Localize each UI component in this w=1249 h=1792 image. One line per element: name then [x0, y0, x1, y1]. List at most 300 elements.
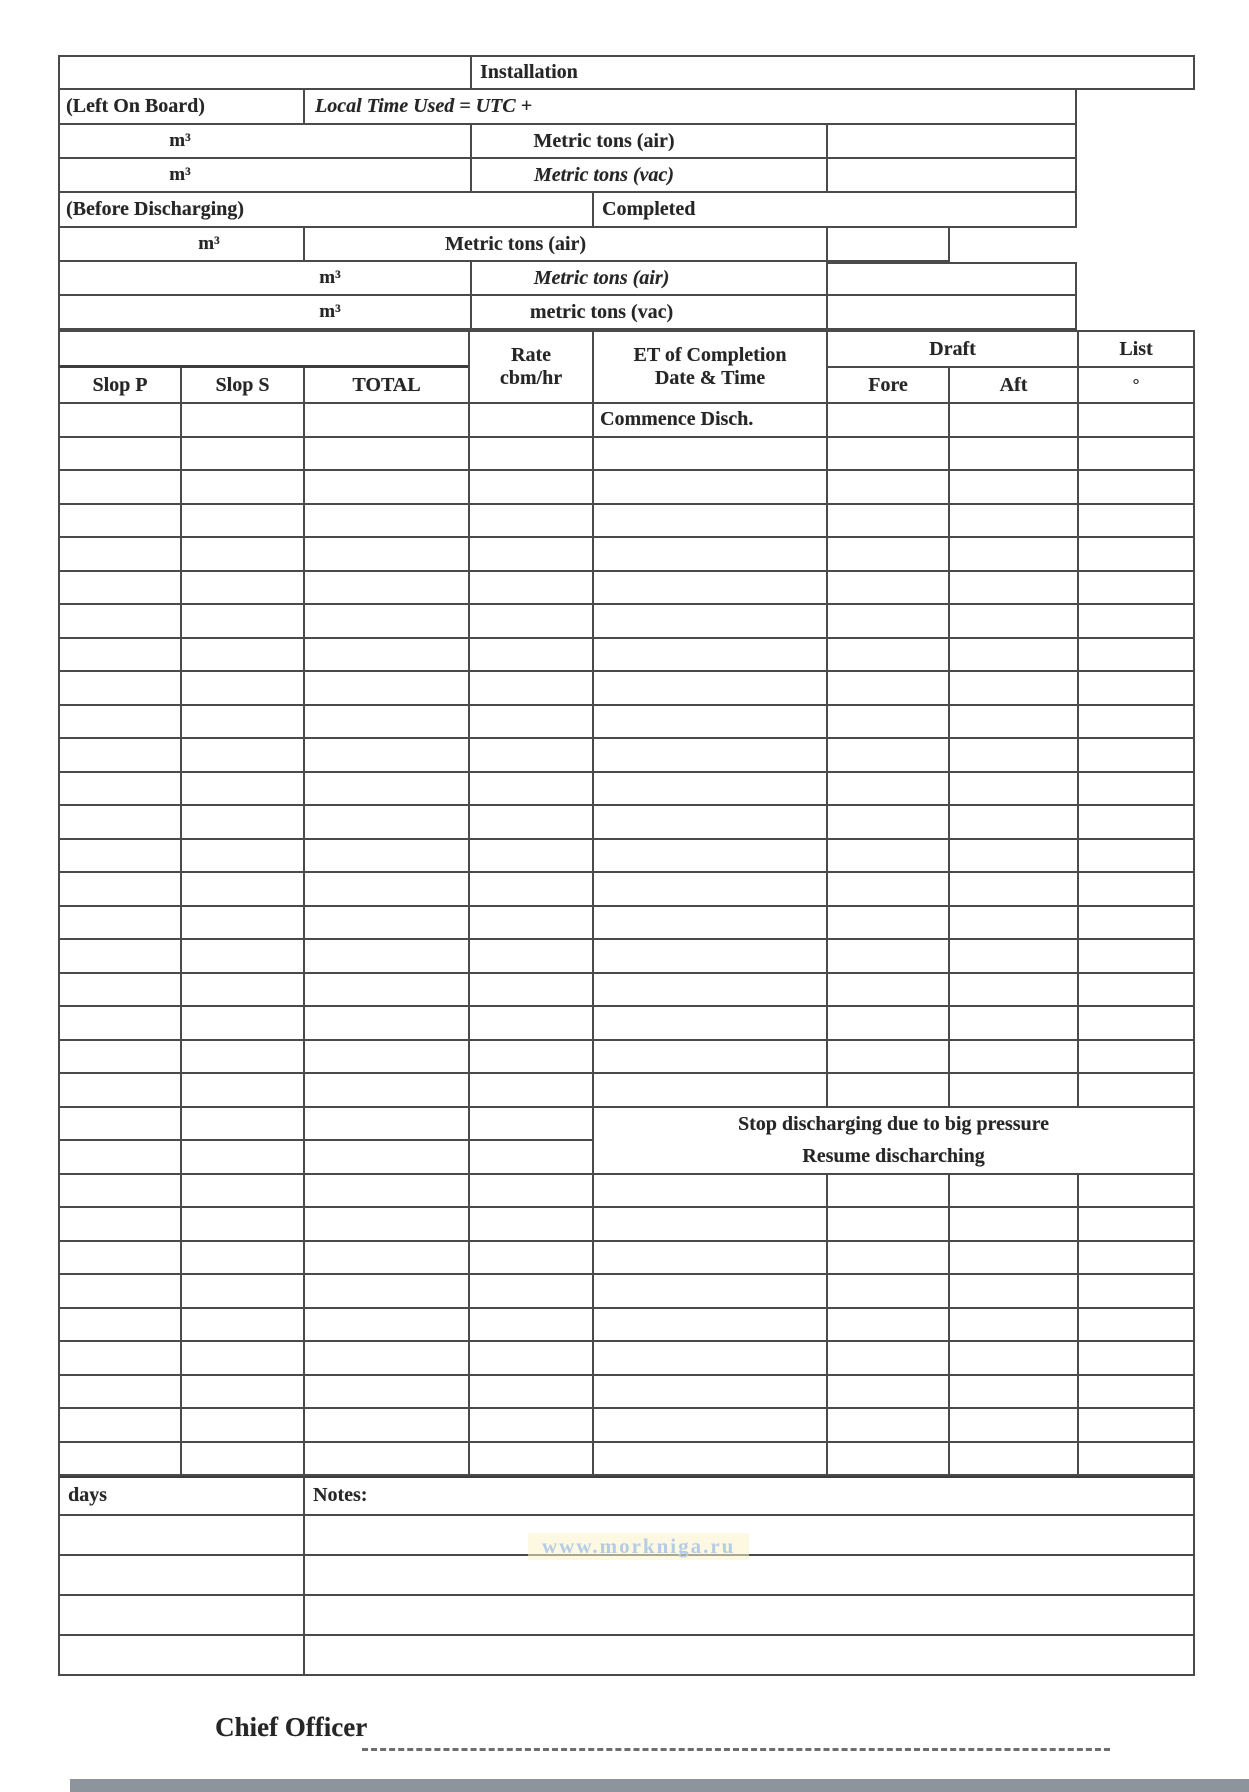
empty-cell	[826, 1409, 948, 1443]
empty-cell	[58, 840, 180, 874]
value-cell	[826, 159, 1077, 193]
empty-cell	[180, 706, 303, 740]
empty-cell	[948, 773, 1077, 807]
empty-cell	[180, 505, 303, 539]
header-spacer-cell	[58, 330, 468, 368]
stop-discharging-label: Stop discharging due to big pressure	[738, 1113, 1049, 1135]
empty-cell	[58, 1242, 180, 1276]
empty-cell	[468, 840, 592, 874]
empty-cell	[826, 1376, 948, 1410]
empty-cell	[58, 1141, 180, 1175]
blank-rows-block	[58, 1175, 1195, 1477]
empty-cell	[303, 572, 468, 606]
top-section	[58, 55, 1195, 330]
empty-cell	[58, 1275, 180, 1309]
empty-cell	[180, 605, 303, 639]
empty-cell	[592, 773, 826, 807]
empty-cell	[180, 1108, 303, 1142]
empty-cell	[58, 1309, 180, 1343]
empty-cell	[826, 974, 948, 1008]
empty-cell	[58, 471, 180, 505]
empty-cell	[826, 1041, 948, 1075]
table-row	[58, 1409, 1195, 1443]
table-row	[58, 1074, 1195, 1108]
empty-cell	[1077, 907, 1195, 941]
empty-cell	[592, 940, 826, 974]
table-header	[58, 330, 1195, 404]
empty-cell	[826, 1443, 948, 1477]
row-bd-air-italic	[58, 262, 1195, 296]
empty-cell	[303, 940, 468, 974]
empty-cell	[180, 773, 303, 807]
blank-rows-block	[58, 438, 1195, 1108]
empty-cell	[180, 1409, 303, 1443]
row-commence-discharge	[58, 404, 1195, 438]
empty-cell	[826, 1208, 948, 1242]
empty-cell	[303, 1275, 468, 1309]
watermark-text: www.morkniga.ru	[528, 1533, 749, 1560]
m3-label: m³	[58, 159, 470, 193]
table-row	[58, 806, 1195, 840]
empty-cell	[826, 907, 948, 941]
table-row	[58, 1041, 1195, 1075]
empty-cell	[180, 1443, 303, 1477]
empty-cell	[303, 1409, 468, 1443]
empty-cell	[826, 706, 948, 740]
table-row	[58, 940, 1195, 974]
empty-cell	[948, 873, 1077, 907]
table-row	[58, 739, 1195, 773]
empty-cell	[592, 438, 826, 472]
col-header-fore: Fore	[826, 368, 948, 404]
signature-line	[362, 1748, 1110, 1751]
table-row	[58, 538, 1195, 572]
empty-cell	[1077, 1041, 1195, 1075]
empty-cell	[468, 940, 592, 974]
empty-cell	[58, 974, 180, 1008]
empty-cell	[303, 1108, 468, 1142]
scan-edge-bar	[70, 1779, 1249, 1792]
empty-cell	[303, 1208, 468, 1242]
empty-cell	[58, 572, 180, 606]
empty-cell	[180, 1275, 303, 1309]
empty-cell	[1077, 1443, 1195, 1477]
col-header-slop-p: Slop P	[58, 368, 180, 404]
col-header-rate	[468, 330, 592, 404]
empty-cell	[1077, 1376, 1195, 1410]
table-row	[58, 639, 1195, 673]
metric-tons-vac-label: Metric tons (vac)	[470, 159, 826, 193]
value-cell	[826, 125, 1077, 159]
empty-cell	[468, 471, 592, 505]
empty-cell	[58, 605, 180, 639]
empty-cell	[948, 605, 1077, 639]
table-row	[58, 1309, 1195, 1343]
empty-cell	[826, 1242, 948, 1276]
table-row	[58, 1007, 1195, 1041]
empty-cell	[948, 974, 1077, 1008]
installation-blank-cell	[58, 55, 470, 90]
empty-cell	[1077, 1309, 1195, 1343]
empty-cell	[592, 1208, 826, 1242]
empty-cell	[468, 1376, 592, 1410]
empty-cell	[948, 940, 1077, 974]
empty-cell	[592, 1342, 826, 1376]
table-row	[58, 1556, 1195, 1596]
empty-cell	[303, 1342, 468, 1376]
empty-cell	[303, 1596, 1195, 1636]
empty-cell	[948, 639, 1077, 673]
empty-cell	[180, 1342, 303, 1376]
empty-cell	[826, 404, 948, 438]
empty-cell	[468, 806, 592, 840]
empty-cell	[826, 538, 948, 572]
empty-cell	[180, 907, 303, 941]
empty-cell	[58, 505, 180, 539]
empty-cell	[303, 538, 468, 572]
empty-cell	[58, 1636, 303, 1676]
empty-cell	[826, 940, 948, 974]
empty-cell	[948, 739, 1077, 773]
table-row	[58, 1596, 1195, 1636]
empty-cell	[180, 438, 303, 472]
empty-cell	[468, 1208, 592, 1242]
empty-cell	[303, 438, 468, 472]
empty-cell	[1077, 974, 1195, 1008]
empty-cell	[58, 1041, 180, 1075]
empty-cell	[826, 1175, 948, 1209]
empty-cell	[1077, 840, 1195, 874]
empty-cell	[948, 1376, 1077, 1410]
before-discharging-label: (Before Discharging)	[58, 193, 592, 228]
empty-cell	[468, 1409, 592, 1443]
row-bd-air	[58, 228, 1195, 262]
empty-cell	[180, 739, 303, 773]
empty-cell	[948, 538, 1077, 572]
empty-cell	[826, 505, 948, 539]
empty-cell	[948, 1242, 1077, 1276]
empty-cell	[592, 974, 826, 1008]
empty-cell	[1077, 1074, 1195, 1108]
m3-label: m³	[58, 262, 470, 296]
empty-cell	[303, 1175, 468, 1209]
empty-cell	[1077, 1208, 1195, 1242]
empty-cell	[58, 940, 180, 974]
table-row	[58, 572, 1195, 606]
table-row	[58, 840, 1195, 874]
empty-cell	[826, 572, 948, 606]
row-lob-vac	[58, 159, 1195, 193]
table-row	[58, 505, 1195, 539]
empty-cell	[58, 1074, 180, 1108]
empty-cell	[592, 1376, 826, 1410]
value-cell	[826, 228, 950, 262]
empty-cell	[303, 1376, 468, 1410]
et-label-line1: ET of Completion	[633, 344, 787, 366]
empty-cell	[592, 639, 826, 673]
empty-cell	[180, 672, 303, 706]
empty-cell	[948, 1309, 1077, 1343]
empty-cell	[303, 1074, 468, 1108]
empty-cell	[58, 739, 180, 773]
empty-cell	[58, 672, 180, 706]
local-time-label: Local Time Used = UTC +	[303, 90, 1077, 125]
table-row	[58, 1175, 1195, 1209]
row-left-on-board	[58, 90, 1195, 125]
empty-cell	[592, 1242, 826, 1276]
empty-cell	[1077, 505, 1195, 539]
installation-label: Installation	[470, 55, 1195, 90]
empty-cell	[303, 806, 468, 840]
empty-cell	[180, 873, 303, 907]
empty-cell	[468, 1141, 592, 1175]
notes-section	[58, 1476, 1195, 1676]
empty-cell	[1077, 1007, 1195, 1041]
empty-cell	[303, 471, 468, 505]
empty-cell	[948, 1041, 1077, 1075]
empty-cell	[592, 1041, 826, 1075]
empty-cell	[1077, 438, 1195, 472]
empty-cell	[468, 605, 592, 639]
empty-cell	[58, 1175, 180, 1209]
empty-cell	[592, 1007, 826, 1041]
empty-cell	[826, 739, 948, 773]
empty-cell	[1077, 538, 1195, 572]
row-days-notes	[58, 1476, 1195, 1516]
empty-cell	[180, 1007, 303, 1041]
empty-cell	[58, 639, 180, 673]
m3-label: m³	[58, 228, 303, 262]
empty-cell	[826, 873, 948, 907]
value-cell	[826, 296, 1077, 330]
notes-label: Notes:	[303, 1476, 1195, 1516]
empty-cell	[948, 471, 1077, 505]
empty-cell	[468, 873, 592, 907]
empty-cell	[303, 773, 468, 807]
empty-cell	[826, 438, 948, 472]
table-body	[58, 404, 1195, 1478]
empty-cell	[592, 672, 826, 706]
empty-cell	[303, 1242, 468, 1276]
empty-cell	[592, 1175, 826, 1209]
empty-cell	[468, 773, 592, 807]
empty-cell	[303, 605, 468, 639]
empty-cell	[468, 1074, 592, 1108]
empty-cell	[1077, 605, 1195, 639]
empty-cell	[468, 1108, 592, 1142]
empty-cell	[592, 1074, 826, 1108]
empty-cell	[826, 1342, 948, 1376]
empty-cell	[1077, 1342, 1195, 1376]
empty-cell	[592, 1275, 826, 1309]
empty-cell	[58, 1376, 180, 1410]
empty-cell	[180, 1208, 303, 1242]
row-before-discharging	[58, 193, 1195, 228]
empty-cell	[468, 505, 592, 539]
empty-cell	[948, 806, 1077, 840]
empty-cell	[1077, 572, 1195, 606]
empty-cell	[58, 1596, 303, 1636]
empty-cell	[468, 1007, 592, 1041]
empty-cell	[948, 1443, 1077, 1477]
table-row	[58, 1242, 1195, 1276]
empty-cell	[592, 1443, 826, 1477]
row-installation	[58, 55, 1195, 90]
empty-cell	[468, 907, 592, 941]
empty-cell	[826, 1007, 948, 1041]
empty-cell	[592, 873, 826, 907]
left-on-board-label: (Left On Board)	[58, 90, 303, 125]
stop-resume-left-grid	[58, 1108, 592, 1175]
empty-cell	[592, 538, 826, 572]
empty-cell	[180, 471, 303, 505]
empty-cell	[468, 1275, 592, 1309]
header-draft-group	[826, 330, 1077, 404]
empty-cell	[58, 1342, 180, 1376]
empty-cell	[468, 672, 592, 706]
empty-cell	[948, 907, 1077, 941]
table-row	[58, 438, 1195, 472]
empty-cell	[468, 639, 592, 673]
empty-cell	[948, 505, 1077, 539]
empty-cell	[180, 538, 303, 572]
empty-cell	[1077, 404, 1195, 438]
rate-label-line2: cbm/hr	[499, 367, 563, 389]
header-left-group	[58, 330, 468, 404]
empty-cell	[826, 806, 948, 840]
empty-cell	[468, 572, 592, 606]
col-header-draft: Draft	[826, 330, 1077, 368]
empty-cell	[1077, 1409, 1195, 1443]
empty-cell	[592, 471, 826, 505]
empty-cell	[826, 773, 948, 807]
col-header-list: List	[1077, 330, 1195, 368]
empty-cell	[1077, 873, 1195, 907]
col-header-total: TOTAL	[303, 368, 468, 404]
empty-cell	[180, 1141, 303, 1175]
empty-cell	[58, 806, 180, 840]
empty-cell	[592, 605, 826, 639]
empty-cell	[58, 1409, 180, 1443]
empty-cell	[303, 1556, 1195, 1596]
chief-officer-label: Chief Officer	[215, 1712, 368, 1742]
empty-cell	[180, 940, 303, 974]
empty-cell	[468, 438, 592, 472]
empty-cell	[303, 1309, 468, 1343]
empty-cell	[826, 840, 948, 874]
empty-cell	[180, 840, 303, 874]
empty-cell	[826, 1309, 948, 1343]
table-row	[58, 706, 1195, 740]
empty-cell	[1077, 471, 1195, 505]
empty-cell	[468, 739, 592, 773]
empty-cell	[948, 672, 1077, 706]
et-label-line2: Date & Time	[654, 367, 766, 389]
table-row	[58, 1636, 1195, 1676]
empty-cell	[1077, 1275, 1195, 1309]
empty-cell	[1077, 1242, 1195, 1276]
empty-cell	[180, 1376, 303, 1410]
empty-cell	[303, 739, 468, 773]
table-row	[58, 1376, 1195, 1410]
empty-cell	[948, 1175, 1077, 1209]
empty-cell	[592, 572, 826, 606]
empty-cell	[826, 605, 948, 639]
empty-cell	[180, 1041, 303, 1075]
empty-cell	[1077, 773, 1195, 807]
metric-tons-air-label: Metric tons (air)	[470, 125, 826, 159]
row-bd-vac	[58, 296, 1195, 330]
empty-cell	[468, 1242, 592, 1276]
empty-cell	[1077, 806, 1195, 840]
header-list-group	[1077, 330, 1195, 404]
empty-cell	[303, 505, 468, 539]
metric-tons-vac-lower-label: metric tons (vac)	[470, 296, 826, 330]
empty-cell	[58, 773, 180, 807]
m3-label: m³	[58, 296, 470, 330]
empty-cell	[180, 572, 303, 606]
value-cell	[826, 262, 1077, 296]
empty-cell	[826, 1275, 948, 1309]
empty-cell	[592, 907, 826, 941]
col-header-list-degrees: °	[1077, 368, 1195, 404]
resume-discharging-label: Resume discharching	[802, 1145, 985, 1167]
commence-discharge-label: Commence Disch.	[592, 404, 826, 438]
empty-cell	[1077, 672, 1195, 706]
table-row	[58, 1141, 592, 1175]
empty-cell	[58, 873, 180, 907]
empty-cell	[468, 1309, 592, 1343]
empty-cell	[180, 404, 303, 438]
empty-cell	[303, 907, 468, 941]
metric-tons-air-label: Metric tons (air)	[470, 262, 826, 296]
empty-cell	[468, 1041, 592, 1075]
empty-cell	[303, 1443, 468, 1477]
empty-cell	[180, 806, 303, 840]
empty-cell	[1077, 706, 1195, 740]
table-row	[58, 1208, 1195, 1242]
table-row	[58, 1342, 1195, 1376]
empty-cell	[592, 739, 826, 773]
row-lob-air	[58, 125, 1195, 159]
empty-cell	[592, 706, 826, 740]
empty-cell	[303, 873, 468, 907]
empty-cell	[468, 1175, 592, 1209]
empty-cell	[826, 672, 948, 706]
empty-cell	[948, 840, 1077, 874]
completed-label: Completed	[592, 193, 1077, 228]
empty-cell	[58, 404, 180, 438]
empty-cell	[468, 1443, 592, 1477]
empty-cell	[468, 538, 592, 572]
empty-cell	[303, 840, 468, 874]
empty-cell	[58, 1443, 180, 1477]
empty-cell	[592, 1409, 826, 1443]
empty-cell	[1077, 639, 1195, 673]
empty-cell	[303, 1041, 468, 1075]
empty-cell	[948, 438, 1077, 472]
empty-cell	[58, 907, 180, 941]
empty-cell	[303, 1007, 468, 1041]
empty-cell	[58, 1516, 303, 1556]
empty-cell	[468, 974, 592, 1008]
empty-cell	[180, 1309, 303, 1343]
main-table	[58, 330, 1195, 1478]
empty-cell	[592, 840, 826, 874]
table-row	[58, 873, 1195, 907]
col-header-et-completion	[592, 330, 826, 404]
table-row	[58, 605, 1195, 639]
